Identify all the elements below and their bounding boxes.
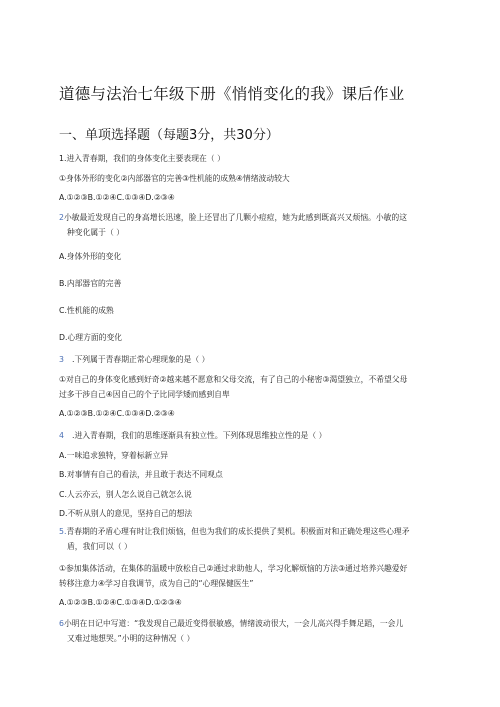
- question-5-stem-cont: 盾，我们可以（ ）: [67, 542, 132, 551]
- question-number: 6: [59, 619, 64, 628]
- question-1-info: ①身体外形的变化②内部器官的完善③性机能的成熟④情绪波动较大: [59, 174, 290, 183]
- section-heading: 一、单项选择题（每题3分，共30分）: [59, 128, 279, 143]
- question-6-stem: [59, 618, 403, 629]
- question-4-option-b: B.对事情有自己的看法，并且敢于表达不同观点: [59, 470, 223, 479]
- question-number: 4: [59, 431, 64, 440]
- question-5-info-cont: 转移注意力④学习自我调节，成为自己的“心理保健医生”: [59, 579, 254, 588]
- question-1-stem: [59, 153, 225, 164]
- question-2-stem: [59, 212, 407, 223]
- question-6-stem-cont: 又难过地想哭。”小明的这种情况（ ）: [67, 634, 195, 643]
- question-text: .下列属于青春期正常心理现象的是（ ）: [71, 355, 210, 364]
- question-3-info: ①对自己的身体变化感到好奇②越来越不愿意和父母交流，有了自己的小秘密③渴望独立，不希望父母: [59, 375, 408, 384]
- question-number: 1.: [59, 154, 67, 163]
- question-text: 小敏最近发现自己的身高增长迅速，脸上还冒出了几颗小痘痘，她为此感到既高兴又烦恼。小敏的这: [63, 213, 408, 222]
- question-text: 进入青春期，我们的身体变化主要表现在（ ）: [66, 154, 225, 163]
- question-4-option-a: A.一味追求独特，穿着标新立异: [59, 451, 169, 460]
- question-text: .进入青春期，我们的思维逐渐具有独立性。下列体现思维独立性的是（ ）: [71, 431, 327, 440]
- question-3-info-cont: 过多干涉自己④因自己的个子比同学矮而感到自卑: [59, 390, 230, 399]
- question-3-options: A.①②③B.①②④C.①③④D.②③④: [59, 409, 175, 418]
- question-number: 5.: [59, 527, 67, 536]
- question-3-stem: [59, 354, 209, 365]
- question-number: 3: [59, 355, 64, 364]
- question-5-info: ①参加集体活动，在集体的温暖中放松自己②通过求助他人，学习化解烦恼的方法③通过培养兴趣爱好: [59, 564, 408, 573]
- question-number: 2: [59, 213, 64, 222]
- question-2-stem-cont: 种变化属于（ ）: [67, 228, 125, 237]
- question-4-stem: [59, 430, 326, 441]
- question-1-options: A.①②③B.①②④C.①③④D.②③④: [59, 193, 175, 202]
- question-4-option-c: C.人云亦云，别人怎么说自己就怎么说: [59, 490, 192, 499]
- question-2-option-b: B.内部器官的完善: [59, 279, 122, 288]
- question-4-option-d: D.不听从别人的意见，坚持自己的想法: [59, 509, 193, 518]
- question-text: 青春期的矛盾心理有时让我们烦恼，但也为我们的成长提供了契机。积极面对和正确处理这些心理矛: [66, 527, 410, 536]
- question-2-option-d: D.心理方面的变化: [59, 333, 123, 342]
- question-text: 小明在日记中写道：“我发现自己最近变得很敏感，情绪波动很大，一会儿高兴得手舞足蹈，一会儿: [63, 619, 404, 628]
- document-title: 道德与法治七年级下册《悄悄变化的我》课后作业: [59, 85, 405, 103]
- question-2-option-a: A.身体外形的变化: [59, 252, 122, 261]
- question-5-options: A.①②③B.①②④C.①③④D.①②③④: [59, 598, 182, 607]
- question-5-stem: [59, 526, 410, 537]
- question-2-option-c: C.性机能的成熟: [59, 306, 114, 315]
